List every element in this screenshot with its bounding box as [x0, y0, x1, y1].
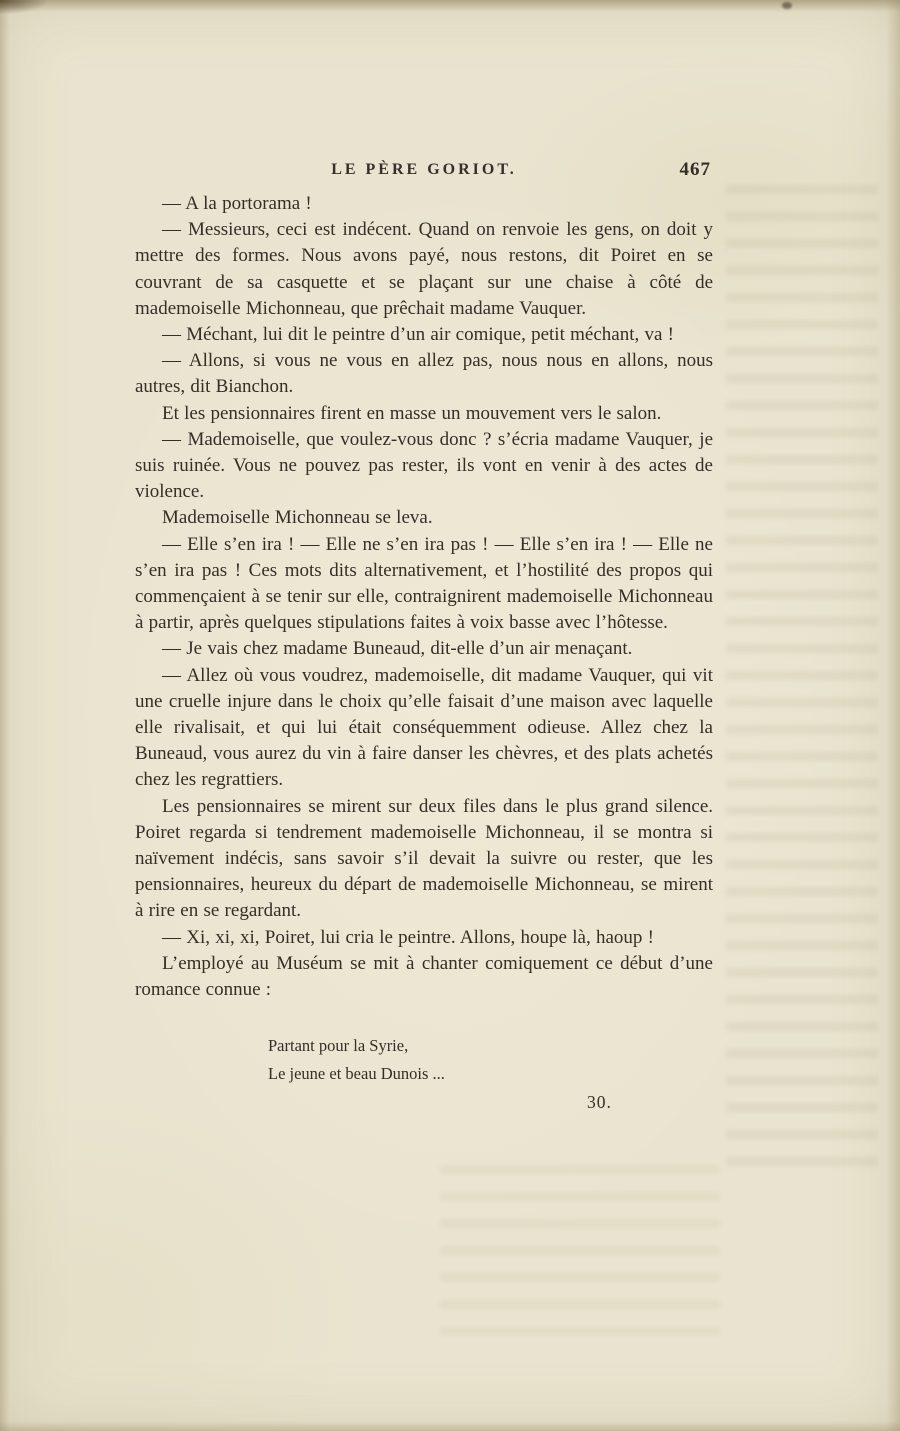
page-header	[135, 161, 713, 183]
page-top-edge	[0, 0, 900, 12]
paragraph: — Méchant, lui dit le peintre d’un air comique, petit méchant, va !	[162, 324, 674, 346]
paragraph: — Allez où vous voudrez, mademoiselle, dit madame Vauquer, qui vit une cruelle injure dans le choix qu’elle faisait d’une maison avec laquelle elle rivalisait, et qui lui était conséquemment odieuse. Allez chez la Buneaud, vous aurez du vin à faire danser les chèvres, et des plats achetés chez les regrattiers.	[135, 664, 713, 791]
page-number: 467	[679, 159, 711, 180]
page-bottom-edge	[0, 1421, 900, 1431]
paragraph: L’employé au Muséum se mit à chanter comiquement ce début d’une romance connue :	[135, 952, 713, 1001]
paragraph: Mademoiselle Michonneau se leva.	[162, 507, 433, 529]
page-left-edge	[0, 0, 10, 1431]
ink-speck	[782, 2, 792, 9]
paragraph: — Messieurs, ceci est indécent. Quand on renvoie les gens, on doit y mettre des formes. Nous avons payé, nous restons, dit Poiret en se couvrant de sa casquette et se plaçant sur une chaise à côté de mademoiselle Michonneau, que prêchait madame Vauquer.	[135, 219, 713, 319]
scan-corner-shadow	[0, 0, 46, 14]
running-title: LE PÈRE GORIOT.	[331, 161, 517, 178]
paragraph: Et les pensionnaires firent en masse un mouvement vers le salon.	[162, 402, 662, 424]
paragraph: — Mademoiselle, que voulez-vous donc ? s’écria madame Vauquer, je suis ruinée. Vous ne pouvez pas rester, ils vont en venir à des actes de violence.	[135, 428, 713, 503]
paragraph: — A la portorama !	[162, 193, 312, 214]
verso-bleedthrough	[440, 1165, 720, 1335]
paragraph: — Elle s’en ira ! — Elle ne s’en ira pas ! — Elle s’en ira ! — Elle ne s’en ira pas ! Ces mots dits alternativement, et l’hostilité des propos qui commençaient à se tenir sur elle, contraignirent mademoiselle Michonneau à partir, après quelques stipulations faites à voix basse avec l’hôtesse.	[135, 533, 713, 634]
text-block	[135, 191, 713, 1113]
paragraph: Les pensionnaires se mirent sur deux files dans le plus grand silence. Poiret regarda si tendrement mademoiselle Michonneau, il se montra si naïvement indécis, sans savoir s’il devait la suivre ou rester, que les pensionnaires, heureux du départ de mademoiselle Michonneau, se mirent à rire en se regardant.	[135, 795, 713, 922]
paragraph: — Allons, si vous ne vous en allez pas, nous nous en allons, nous autres, dit Bianchon.	[135, 350, 713, 398]
paragraph: — Xi, xi, xi, Poiret, lui cria le peintre. Allons, houpe là, haoup !	[162, 926, 654, 948]
verse-block	[268, 1032, 713, 1088]
paragraph: — Je vais chez madame Buneaud, dit-elle d’un air menaçant.	[162, 638, 633, 660]
verse-line: Partant pour la Syrie,	[268, 1036, 409, 1056]
verse-line: Le jeune et beau Dunois ...	[268, 1064, 445, 1084]
verso-bleedthrough	[726, 185, 878, 1175]
page-right-edge	[886, 0, 900, 1431]
signature-mark: 30.	[587, 1092, 612, 1113]
